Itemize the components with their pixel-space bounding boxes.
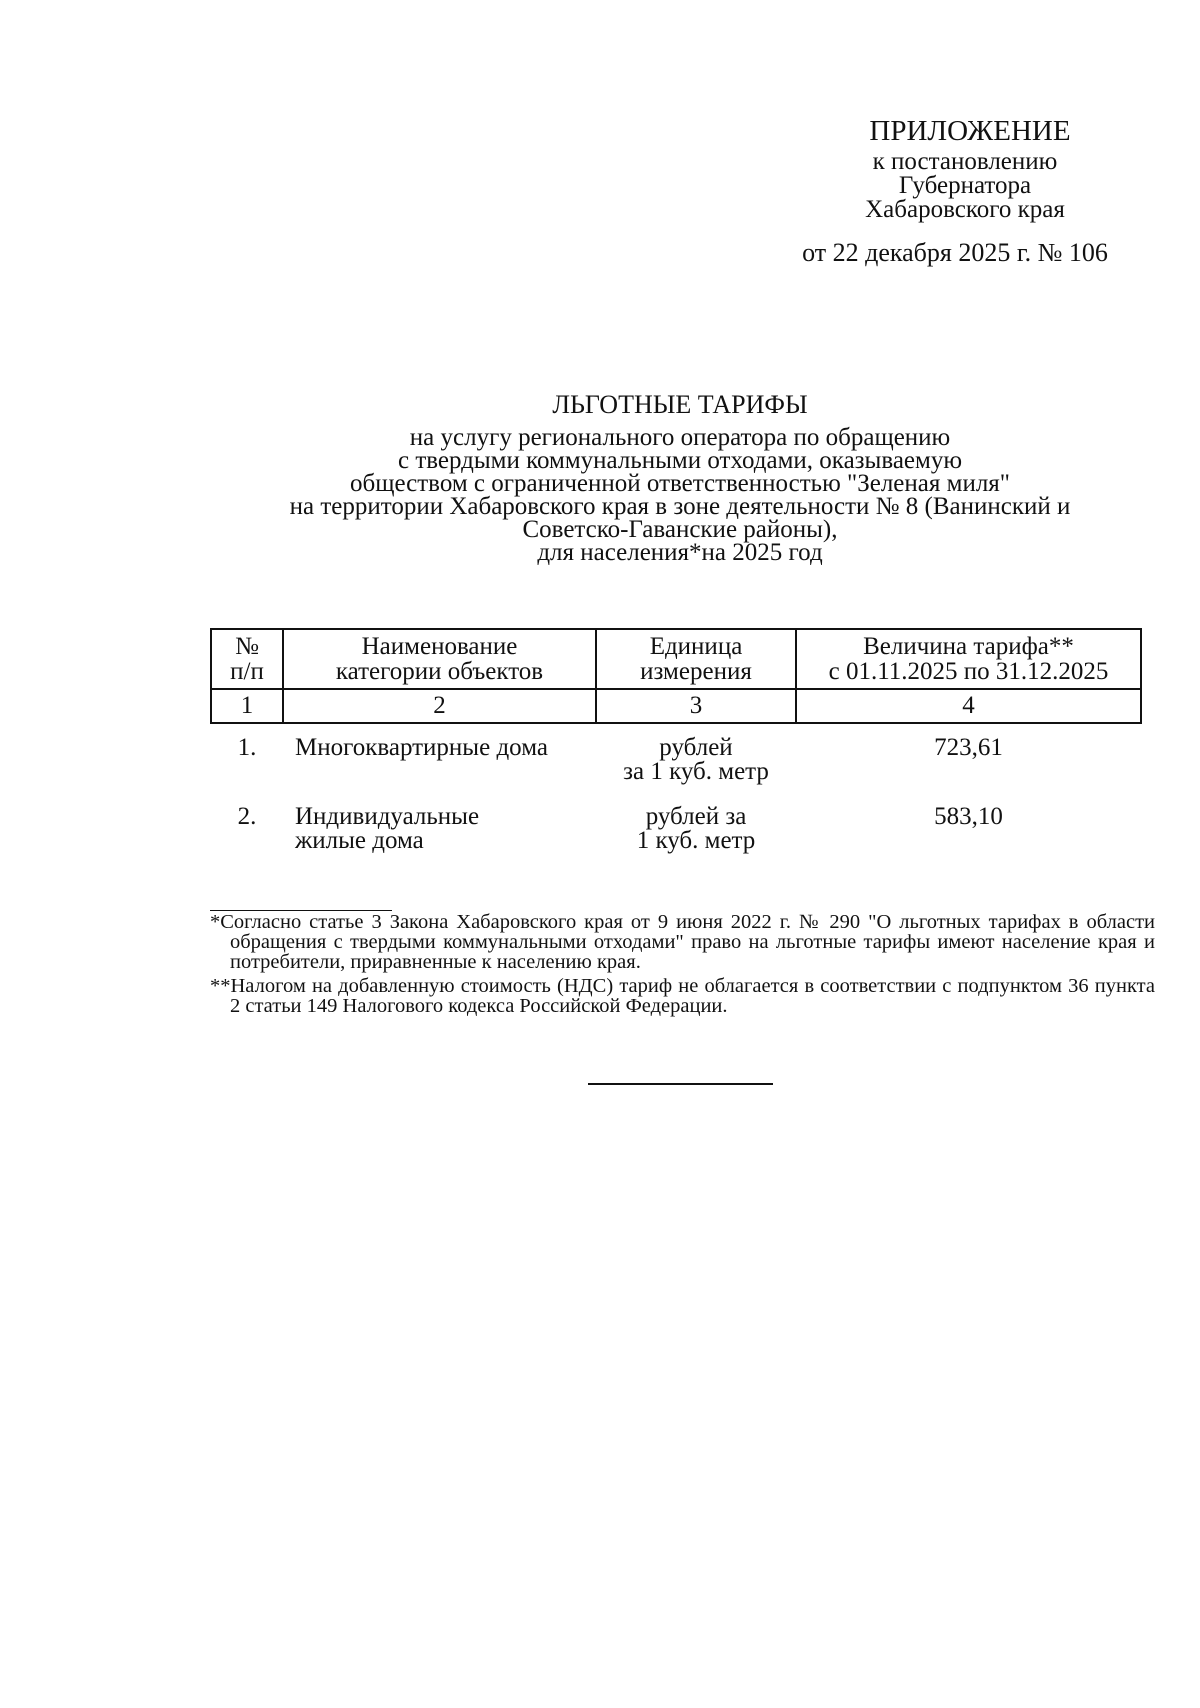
row-unit-line-2: за 1 куб. метр — [623, 758, 769, 785]
subtitle-line: Советско-Гаванские районы), — [522, 516, 838, 543]
appendix-line-1: к постановлению — [872, 148, 1058, 175]
footnotes — [210, 912, 1155, 1020]
appendix-date: от 22 декабря 2025 г. № 106 — [802, 238, 1108, 267]
row-category — [283, 785, 596, 854]
header-unit — [596, 629, 796, 689]
column-number: 4 — [796, 689, 1141, 723]
header-value — [796, 629, 1141, 689]
row-unit-line-2: 1 куб. метр — [636, 827, 756, 854]
row-number: 2. — [237, 803, 257, 830]
subtitle-line: обществом с ограниченной ответственностью "Зеленая миля" — [349, 470, 1011, 497]
footnote-1: *Согласно статье 3 Закона Хабаровского края от 9 июня 2022 г. № 290 "О льготных тарифах в области обращения с твердыми коммунальными отходами" право на льготные тарифы имеют население края и потребители, приравненные к населению края. — [210, 911, 1155, 973]
table-row — [211, 723, 1141, 785]
end-of-document-rule — [588, 1083, 773, 1085]
footnote-2: **Налогом на добавленную стоимость (НДС) тариф не облагается в соответствии с подпунктом 36 пункта 2 статьи 149 Налогового кодекса Российской Федерации. — [210, 975, 1155, 1017]
row-value: 723,61 — [934, 734, 1003, 761]
row-unit-line-1: рублей — [659, 734, 733, 761]
appendix-header — [760, 112, 1150, 268]
header-number-line-2: п/п — [230, 658, 264, 685]
header-number — [211, 629, 283, 689]
row-category: Многоквартирные дома — [295, 734, 548, 761]
row-unit — [596, 723, 796, 785]
header-unit-line-2: измерения — [640, 658, 752, 685]
document-title-block — [200, 388, 1160, 564]
row-unit — [596, 785, 796, 854]
subtitle-line: на территории Хабаровского края в зоне деятельности № 8 (Ванинский и — [289, 493, 1071, 520]
header-value-line-2: с 01.11.2025 по 31.12.2025 — [828, 658, 1109, 685]
tariff-table — [210, 628, 1142, 854]
row-unit-line-1: рублей за — [645, 803, 747, 830]
appendix-line-3: Хабаровского края — [865, 196, 1065, 223]
row-value: 583,10 — [934, 803, 1003, 830]
appendix-title: ПРИЛОЖЕНИЕ — [869, 115, 1071, 147]
subtitle-line: на услугу регионального оператора по обращению — [409, 424, 951, 451]
header-unit-line-1: Единица — [649, 633, 743, 660]
header-category-line-1: Наименование — [361, 633, 518, 660]
column-number: 2 — [283, 689, 596, 723]
table-row — [211, 785, 1141, 854]
header-category — [283, 629, 596, 689]
row-number: 1. — [237, 734, 257, 761]
column-number: 1 — [211, 689, 283, 723]
header-number-line-1: № — [235, 633, 259, 660]
table-header-row — [211, 629, 1141, 689]
row-category-line-1: Индивидуальные — [295, 803, 480, 830]
header-category-line-2: категории объектов — [335, 658, 544, 685]
subtitle-line: с твердыми коммунальными отходами, оказываемую — [397, 447, 963, 474]
header-value-line-1: Величина тарифа** — [863, 633, 1074, 660]
document-title: ЛЬГОТНЫЕ ТАРИФЫ — [552, 390, 808, 419]
subtitle-line: для населения*на 2025 год — [537, 539, 823, 566]
column-number-row — [211, 689, 1141, 723]
appendix-line-2: Губернатора — [898, 172, 1032, 199]
row-category-line-2: жилые дома — [295, 827, 424, 854]
column-number: 3 — [596, 689, 796, 723]
